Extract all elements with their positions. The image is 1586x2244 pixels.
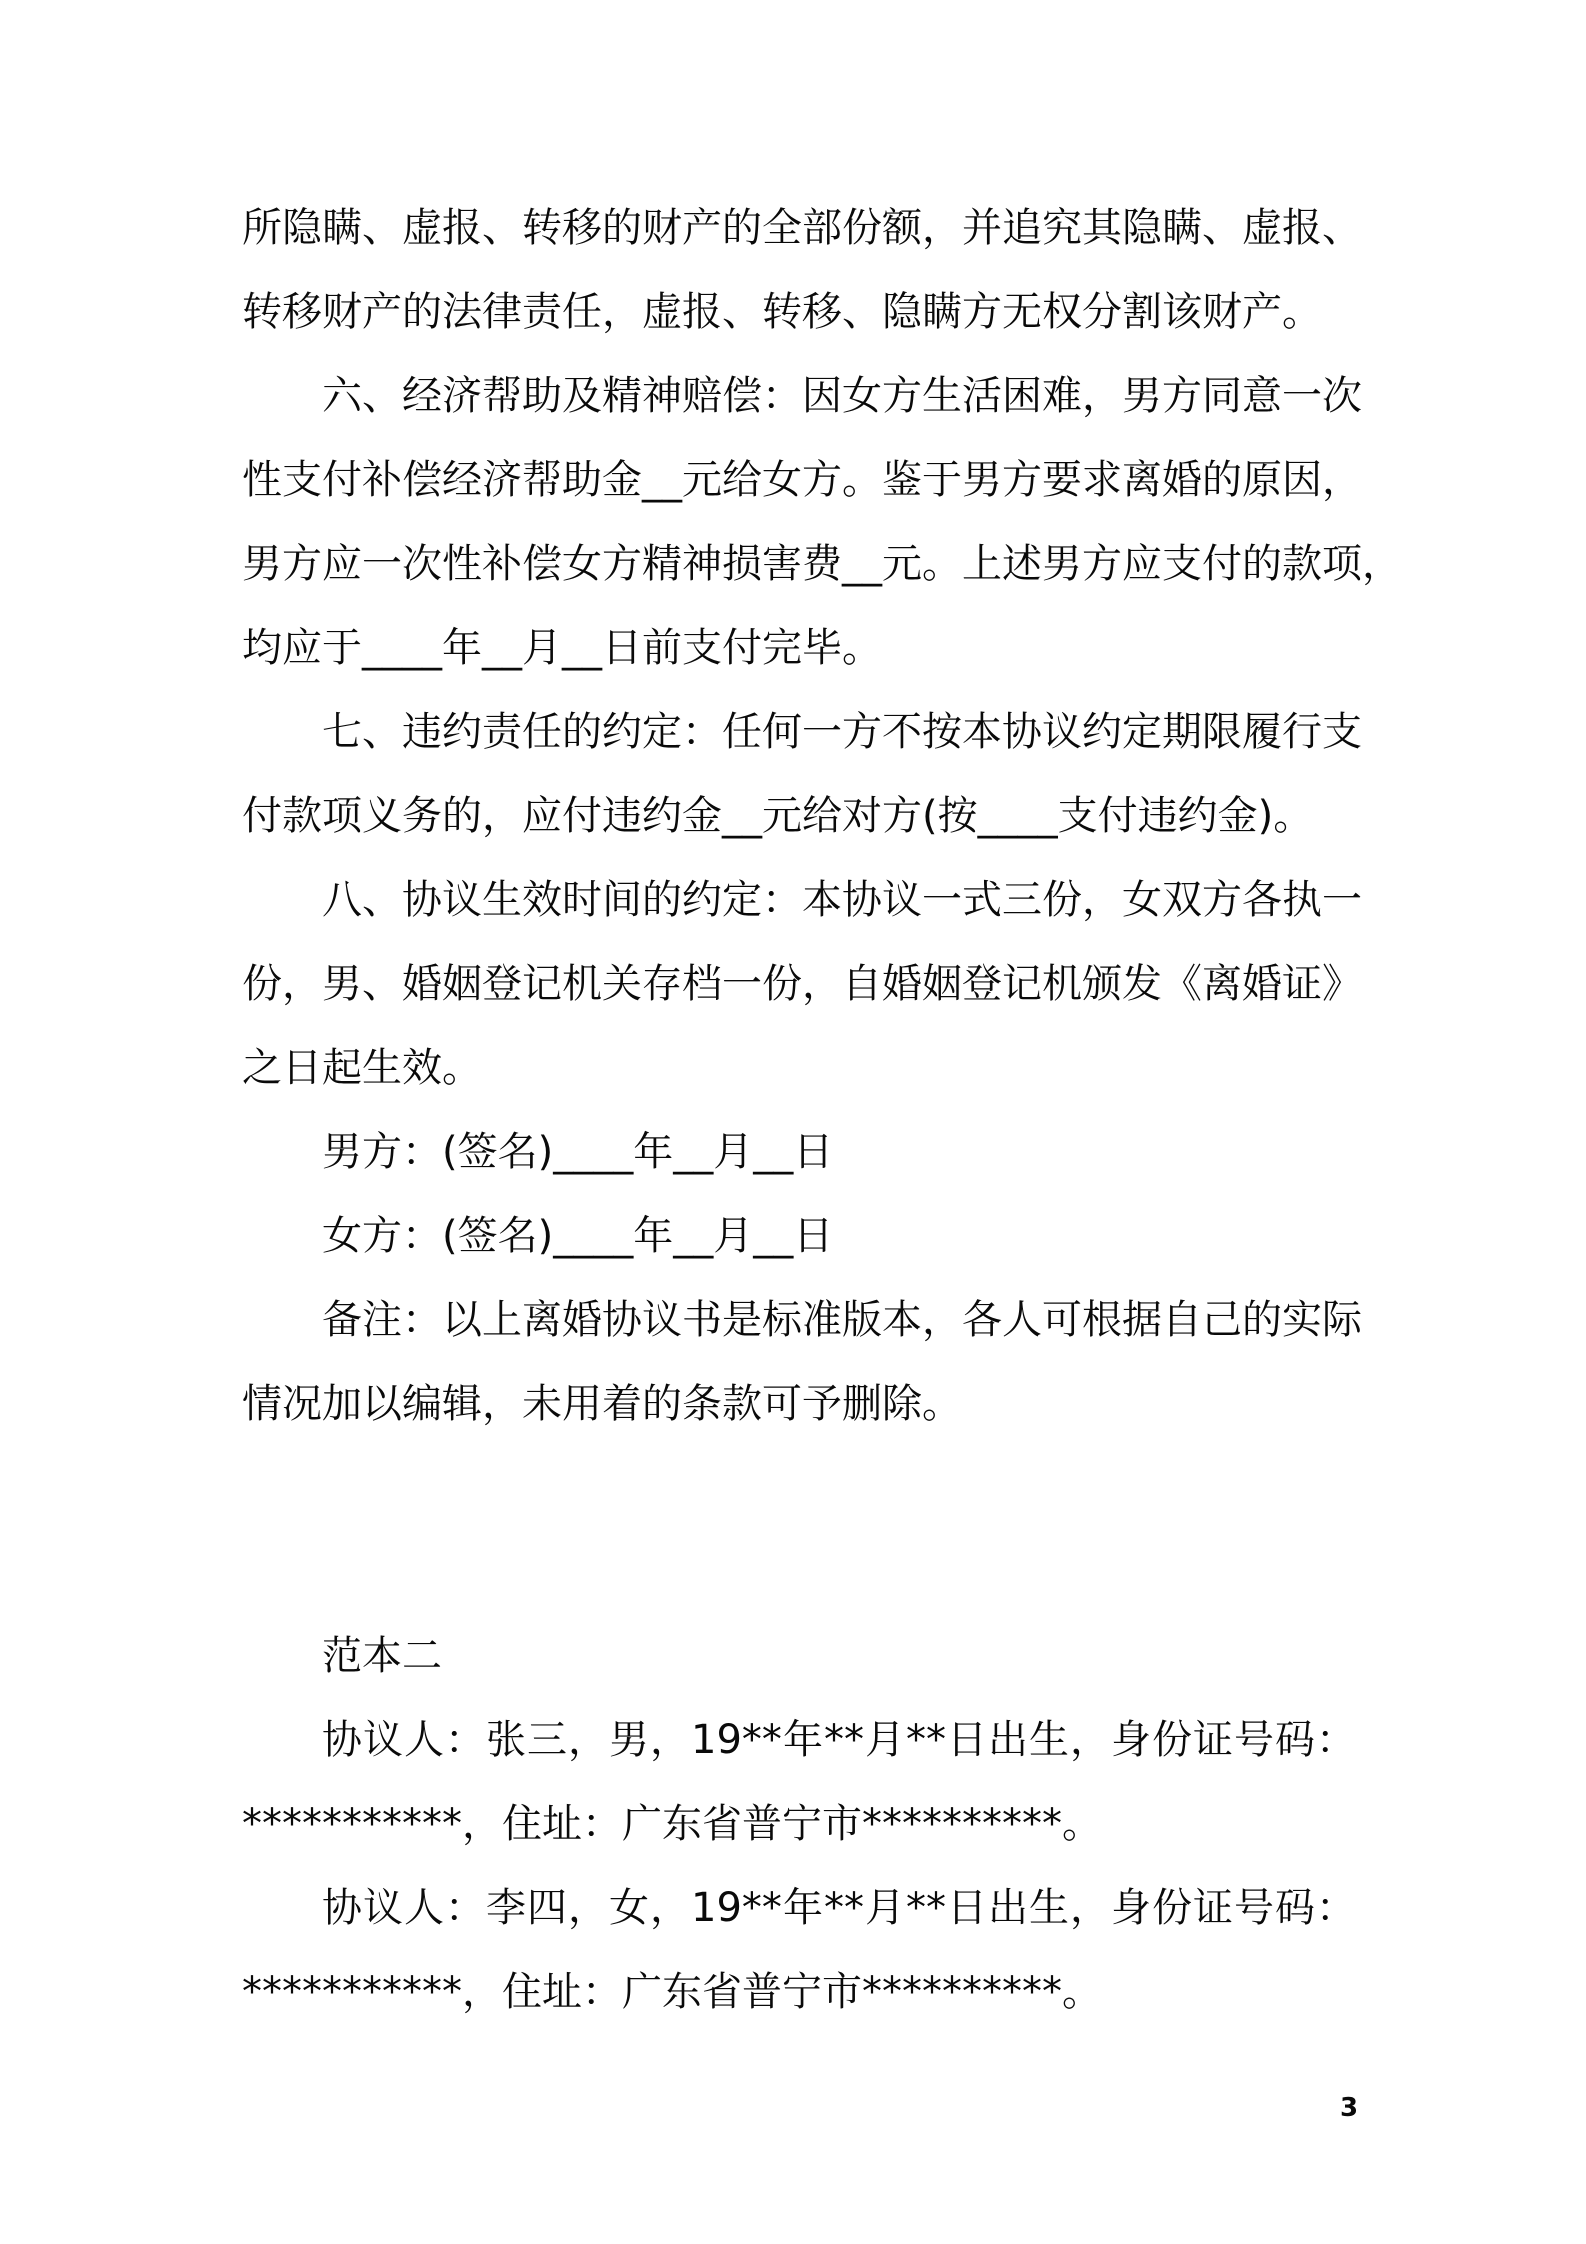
party-b-info: [242, 1866, 1356, 2034]
text-line: 转移财产的法律责任，虚报、转移、隐瞒方无权分割该财产。: [242, 289, 1322, 335]
text-line: 女方：(签名)____年__月__日: [322, 1213, 834, 1259]
text-line: 备注：以上离婚协议书是标准版本，各人可根据自己的实际: [322, 1297, 1362, 1343]
text-line: 七、违约责任的约定：任何一方不按本协议约定期限履行支: [322, 709, 1362, 755]
text-line: 协议人：李四，女，19**年**月**日出生，身份证号码：: [322, 1885, 1356, 1931]
clause-7-breach-liability: [242, 690, 1362, 858]
text-line: 所隐瞒、虚报、转移的财产的全部份额，并追究其隐瞒、虚报、: [242, 205, 1362, 251]
text-line: 八、协议生效时间的约定：本协议一式三份，女双方各执一: [322, 877, 1362, 923]
text-line: 之日起生效。: [242, 1045, 482, 1091]
party-a-info: [242, 1698, 1356, 1866]
text-line: 男方：(签名)____年__月__日: [322, 1129, 834, 1175]
text-line: 付款项义务的，应付违约金__元给对方(按____支付违约金)。: [242, 793, 1314, 839]
text-line: 协议人：张三，男，19**年**月**日出生，身份证号码：: [322, 1717, 1356, 1763]
sample-two-heading: [242, 1614, 1356, 1698]
clause-6-financial-assistance: [242, 354, 1402, 690]
document-body: [242, 186, 1402, 2034]
text-line: ***********，住址：广东省普宁市**********。: [242, 1969, 1102, 2015]
page-number: 3: [1340, 2093, 1359, 2123]
text-line: 六、经济帮助及精神赔偿：因女方生活困难，男方同意一次: [322, 373, 1362, 419]
property-clause-continuation: [242, 186, 1362, 354]
blank-line: [242, 1530, 1356, 1614]
signature-female: [242, 1194, 1356, 1278]
blank-line: [242, 1446, 1356, 1530]
text-line: 男方应一次性补偿女方精神损害费__元。上述男方应支付的款项，: [242, 541, 1402, 587]
text-line: 份，男、婚姻登记机关存档一份，自婚姻登记机颁发《离婚证》: [242, 961, 1362, 1007]
text-line: 范本二: [322, 1633, 442, 1679]
remark: [242, 1278, 1362, 1446]
clause-8-effective-date: [242, 858, 1362, 1110]
text-line: 均应于____年__月__日前支付完毕。: [242, 625, 882, 671]
text-line: ***********，住址：广东省普宁市**********。: [242, 1801, 1102, 1847]
text-line: 情况加以编辑，未用着的条款可予删除。: [242, 1381, 962, 1427]
signature-male: [242, 1110, 1356, 1194]
text-line: 性支付补偿经济帮助金__元给女方。鉴于男方要求离婚的原因，: [242, 457, 1362, 503]
